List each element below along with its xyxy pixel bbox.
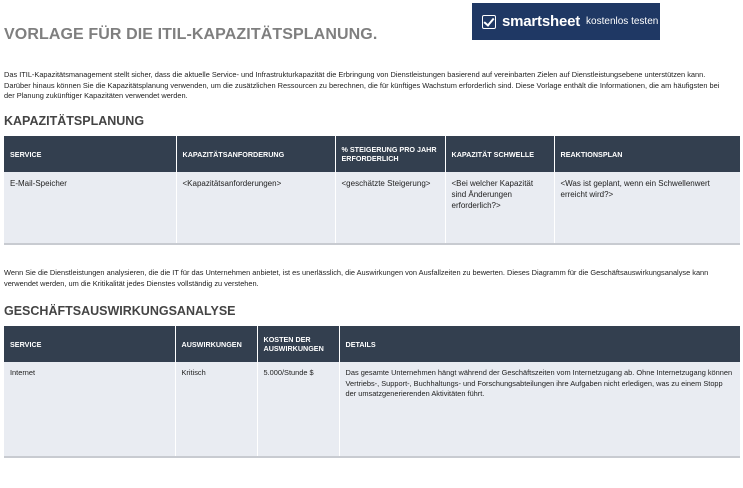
impact-header-impact: AUSWIRKUNGEN: [175, 326, 257, 362]
impact-table: [4, 326, 740, 456]
check-icon: [482, 15, 496, 29]
capacity-table: [4, 136, 740, 243]
capacity-header-requirement: KAPAZITÄTSANFORDERUNG: [176, 136, 335, 172]
capacity-header-response: REAKTIONSPLAN: [554, 136, 740, 172]
impact-table-divider: [4, 456, 740, 458]
capacity-cell-service[interactable]: E-Mail-Speicher: [4, 172, 176, 243]
impact-header-service: SERVICE: [4, 326, 175, 362]
capacity-cell-requirement[interactable]: <Kapazitätsanforderungen>: [176, 172, 335, 243]
capacity-cell-response[interactable]: <Was ist geplant, wenn ein Schwellenwert erreicht wird?>: [554, 172, 740, 243]
capacity-header-service: SERVICE: [4, 136, 176, 172]
table-row: [4, 172, 740, 243]
impact-cell-service[interactable]: Internet: [4, 362, 175, 456]
capacity-header-threshold: KAPAZITÄT SCHWELLE: [445, 136, 554, 172]
impact-header-details: DETAILS: [339, 326, 740, 362]
capacity-table-divider: [4, 243, 740, 245]
impact-header-row: [4, 326, 740, 362]
smartsheet-trial-banner[interactable]: [472, 3, 660, 40]
page-title: VORLAGE FÜR DIE ITIL-KAPAZITÄTSPLANUNG.: [4, 26, 378, 43]
impact-cell-details[interactable]: Das gesamte Unternehmen hängt während der Geschäftszeiten vom Internetzugang ab. Ohne Internetzugang können Vertriebs-, Support-, Buchhaltungs- und Forschungsabteilungen ihre Aufgaben nicht erledigen, was zu einem Stopp der umsatzgenerierenden Aktivitäten führt.: [339, 362, 740, 456]
capacity-cell-increase[interactable]: <geschätzte Steigerung>: [335, 172, 445, 243]
impact-header-cost: KOSTEN DER AUSWIRKUNGEN: [257, 326, 339, 362]
capacity-header-row: [4, 136, 740, 172]
table-row: [4, 362, 740, 456]
impact-cell-cost[interactable]: 5.000/Stunde $: [257, 362, 339, 456]
capacity-cell-threshold[interactable]: <Bei welcher Kapazität sind Änderungen erforderlich?>: [445, 172, 554, 243]
impact-cell-impact[interactable]: Kritisch: [175, 362, 257, 456]
intro-paragraph: Das ITIL-Kapazitätsmanagement stellt sicher, dass die aktuelle Service- und Infrastrukturkapazität die Erbringung von Dienstleistungen basierend auf vereinbarten Zielen auf Dienstleistungsebene unterstützen kann. Darüber hinaus können Sie die Kapazitätsplanung verwenden, um die zusätzlichen Ressourcen zu berechnen, die für künftiges Wachstum erforderlich sind. Diese Vorlage enthält die Informationen, die am häufigsten bei der Planung zukünftiger Kapazitäten verwendet werden.: [4, 70, 720, 100]
capacity-header-increase: % STEIGERUNG PRO JAHR ERFORDERLICH: [335, 136, 445, 172]
impact-intro-paragraph: Wenn Sie die Dienstleistungen analysieren, die die IT für das Unternehmen anbietet, ist es unerlässlich, die Auswirkungen von Ausfallzeiten zu bewerten. Dieses Diagramm für die Geschäftsauswirkungsanalyse kann verwendet werden, um die Kritikalität jedes Dienstes vollständig zu verstehen.: [4, 268, 709, 288]
banner-cta: kostenlos testen: [586, 16, 659, 27]
capacity-heading: KAPAZITÄTSPLANUNG: [4, 114, 145, 128]
banner-brand: smartsheet: [502, 13, 581, 30]
impact-heading: GESCHÄFTSAUSWIRKUNGSANALYSE: [4, 304, 236, 318]
